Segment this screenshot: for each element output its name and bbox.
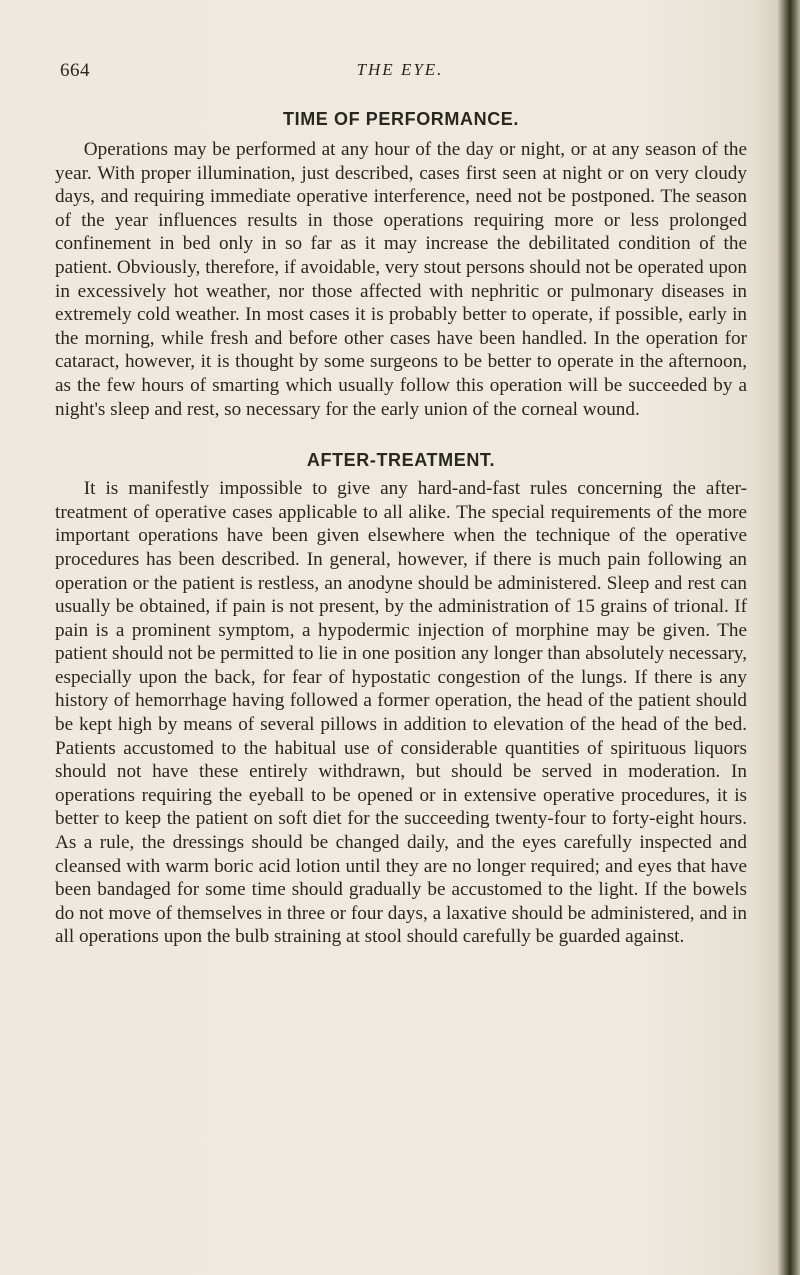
book-binding-edge bbox=[778, 0, 800, 1275]
paragraph-after-treatment: It is manifestly impossible to give any hard-and-fast rules concerning the after-treatment of operative cases applicable to all alike. The special requirements of the more important operations have been given elsewhere when the technique of the operative procedures has been described. In general, however, if there is much pain following an operation or the patient is restless, an anodyne should be administered. Sleep and rest can usually be obtained, if pain is not present, by the administration of 15 grains of trional. If pain is a prominent symptom, a hypodermic injection of morphine may be given. The patient should not be permitted to lie in one position any longer than absolutely necessary, especially upon the back, for fear of hypostatic congestion of the lungs. If there is any history of hemorrhage having followed a former operation, the head of the patient should be kept high by means of several pillows in addition to elevation of the head of the bed. Patients accustomed to the habitual use of considerable quantities of spirituous liquors should not have these entirely withdrawn, but should be served in moderation. In operations requiring the eyeball to be opened or in extensive operative procedures, it is better to keep the patient on soft diet for the succeeding twenty-four to forty-eight hours. As a rule, the dressings should be changed daily, and the eyes carefully inspected and cleansed with warm boric acid lotion until they are no longer required; and eyes that have been bandaged for some time should gradually be accustomed to the light. If the bowels do not move of themselves in three or four days, a laxative should be administered, and in all operations upon the bulb straining at stool should carefully be guarded against. bbox=[55, 478, 748, 948]
running-title: THE EYE. bbox=[356, 60, 444, 79]
running-head bbox=[60, 60, 740, 84]
page-number: 664 bbox=[60, 60, 90, 81]
page-body bbox=[55, 108, 747, 949]
paragraph-time-of-performance: Operations may be performed at any hour of the day or night, or at any season of the year. With proper illumination, just described, cases first seen at night or on very cloudy days, and requiring immediate operative interference, need not be postponed. The season of the year influences results in those operations requiring more or less prolonged confinement in bed only in so far as it may increase the debilitated condition of the patient. Obviously, therefore, if avoidable, very stout persons should not be operated upon in excessively hot weather, nor those affected with nephritic or pulmonary diseases in extremely cold weather. In most cases it is probably better to operate, if possible, early in the morning, while fresh and before other cases have been handled. In the operation for cataract, however, it is thought by some surgeons to be better to operate in the afternoon, as the few hours of smarting which usually follow this operation will be succeeded by a night's sleep and rest, so necessary for the early union of the corneal wound. bbox=[55, 139, 747, 420]
section-heading-time-of-performance: TIME OF PERFORMANCE. bbox=[283, 109, 519, 129]
section-heading-after-treatment: AFTER-TREATMENT. bbox=[306, 450, 496, 471]
